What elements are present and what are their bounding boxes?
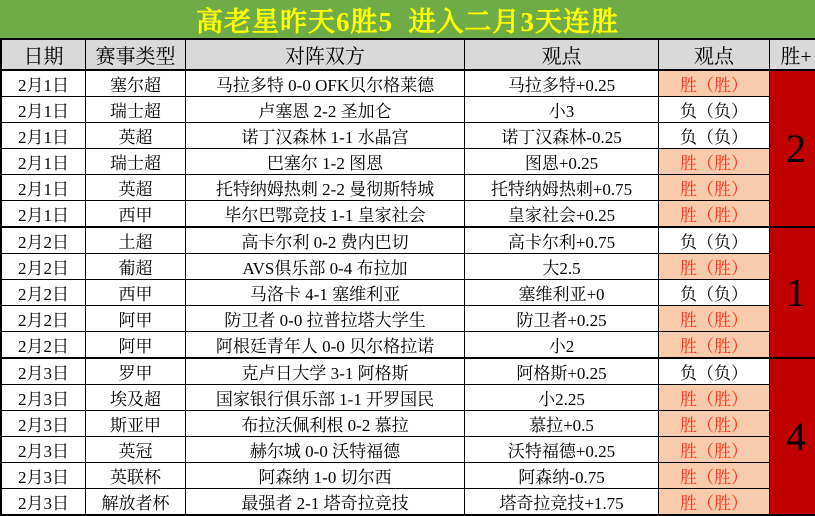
- result-cell: 胜（胜）: [659, 411, 770, 437]
- date-cell: 2月2日: [1, 254, 86, 280]
- match-cell: 卢塞恩 2-2 圣加仑: [186, 97, 465, 123]
- wins-count-cell: 2: [770, 70, 815, 227]
- pick-cell: 阿森纳-0.75: [465, 463, 659, 489]
- result-cell: 负（负）: [659, 227, 770, 254]
- column-header-5: 胜+: [770, 39, 815, 70]
- result-cell: 胜（胜）: [659, 201, 770, 228]
- league-cell: 西甲: [86, 201, 186, 228]
- result-cell: 胜（胜）: [659, 306, 770, 332]
- league-cell: 斯亚甲: [86, 411, 186, 437]
- league-cell: 西甲: [86, 280, 186, 306]
- match-cell: 阿根廷青年人 0-0 贝尔格拉诺: [186, 332, 465, 359]
- page-title: 高老星昨天6胜5 进入二月3天连胜: [0, 0, 815, 38]
- date-cell: 2月1日: [1, 175, 86, 201]
- result-cell: 胜（胜）: [659, 489, 770, 516]
- date-cell: 2月1日: [1, 201, 86, 228]
- date-cell: 2月3日: [1, 358, 86, 385]
- result-cell: 胜（胜）: [659, 437, 770, 463]
- league-cell: 阿甲: [86, 306, 186, 332]
- table-row: [1, 123, 815, 149]
- date-cell: 2月2日: [1, 332, 86, 359]
- league-cell: 塞尔超: [86, 70, 186, 97]
- date-cell: 2月1日: [1, 70, 86, 97]
- date-cell: 2月3日: [1, 489, 86, 516]
- wins-count-cell: 4: [770, 358, 815, 515]
- date-cell: 2月2日: [1, 280, 86, 306]
- pick-cell: 塔奇拉竞技+1.75: [465, 489, 659, 516]
- league-cell: 罗甲: [86, 358, 186, 385]
- column-header-2: 对阵双方: [186, 39, 465, 70]
- pick-cell: 小2.25: [465, 385, 659, 411]
- date-cell: 2月2日: [1, 227, 86, 254]
- match-cell: 布拉沃佩利根 0-2 慕拉: [186, 411, 465, 437]
- match-cell: 诺丁汉森林 1-1 水晶宫: [186, 123, 465, 149]
- table-row: [1, 437, 815, 463]
- pick-cell: 小3: [465, 97, 659, 123]
- pick-cell: 诺丁汉森林-0.25: [465, 123, 659, 149]
- match-cell: 阿森纳 1-0 切尔西: [186, 463, 465, 489]
- date-cell: 2月1日: [1, 123, 86, 149]
- table-row: [1, 332, 815, 359]
- league-cell: 英冠: [86, 437, 186, 463]
- pick-cell: 高卡尔利+0.75: [465, 227, 659, 254]
- result-cell: 胜（胜）: [659, 70, 770, 97]
- date-cell: 2月3日: [1, 463, 86, 489]
- result-cell: 负（负）: [659, 280, 770, 306]
- pick-cell: 皇家社会+0.25: [465, 201, 659, 228]
- match-cell: 毕尔巴鄂竞技 1-1 皇家社会: [186, 201, 465, 228]
- league-cell: 阿甲: [86, 332, 186, 359]
- league-cell: 英超: [86, 123, 186, 149]
- pick-cell: 托特纳姆热刺+0.75: [465, 175, 659, 201]
- pick-cell: 塞维利亚+0: [465, 280, 659, 306]
- league-cell: 解放者杯: [86, 489, 186, 516]
- match-cell: 克卢日大学 3-1 阿格斯: [186, 358, 465, 385]
- column-header-3: 观点: [465, 39, 659, 70]
- column-header-1: 赛事类型: [86, 39, 186, 70]
- result-cell: 胜（胜）: [659, 175, 770, 201]
- pick-cell: 阿格斯+0.25: [465, 358, 659, 385]
- match-cell: 最强者 2-1 塔奇拉竞技: [186, 489, 465, 516]
- table-row: [1, 175, 815, 201]
- result-cell: 胜（胜）: [659, 254, 770, 280]
- match-cell: 高卡尔利 0-2 费内巴切: [186, 227, 465, 254]
- result-cell: 负（负）: [659, 123, 770, 149]
- pick-cell: 沃特福德+0.25: [465, 437, 659, 463]
- pick-cell: 慕拉+0.5: [465, 411, 659, 437]
- date-cell: 2月3日: [1, 437, 86, 463]
- league-cell: 瑞士超: [86, 97, 186, 123]
- league-cell: 英超: [86, 175, 186, 201]
- result-cell: 胜（胜）: [659, 332, 770, 359]
- match-cell: 防卫者 0-0 拉普拉塔大学生: [186, 306, 465, 332]
- table-row: [1, 306, 815, 332]
- table-row: [1, 358, 815, 385]
- table-row: [1, 201, 815, 228]
- table-row: [1, 227, 815, 254]
- match-cell: 国家银行俱乐部 1-1 开罗国民: [186, 385, 465, 411]
- result-cell: 负（负）: [659, 358, 770, 385]
- table-row: [1, 463, 815, 489]
- result-cell: 胜（胜）: [659, 463, 770, 489]
- column-header-0: 日期: [1, 39, 86, 70]
- table-header-row: [1, 39, 815, 70]
- league-cell: 埃及超: [86, 385, 186, 411]
- pick-cell: 马拉多特+0.25: [465, 70, 659, 97]
- wins-count-cell: 1: [770, 227, 815, 358]
- date-cell: 2月1日: [1, 97, 86, 123]
- match-cell: AVS俱乐部 0-4 布拉加: [186, 254, 465, 280]
- league-cell: 英联杯: [86, 463, 186, 489]
- league-cell: 葡超: [86, 254, 186, 280]
- column-header-4: 观点: [659, 39, 770, 70]
- result-cell: 胜（胜）: [659, 149, 770, 175]
- date-cell: 2月3日: [1, 411, 86, 437]
- pick-cell: 小2: [465, 332, 659, 359]
- match-cell: 巴塞尔 1-2 图恩: [186, 149, 465, 175]
- result-cell: 负（负）: [659, 97, 770, 123]
- pick-cell: 防卫者+0.25: [465, 306, 659, 332]
- table-row: [1, 411, 815, 437]
- predictions-table: [0, 38, 815, 516]
- date-cell: 2月3日: [1, 385, 86, 411]
- league-cell: 土超: [86, 227, 186, 254]
- table-row: [1, 385, 815, 411]
- table-row: [1, 97, 815, 123]
- match-cell: 马拉多特 0-0 OFK贝尔格莱德: [186, 70, 465, 97]
- match-cell: 马洛卡 4-1 塞维利亚: [186, 280, 465, 306]
- table-body: [1, 70, 815, 515]
- table-row: [1, 280, 815, 306]
- match-cell: 赫尔城 0-0 沃特福德: [186, 437, 465, 463]
- date-cell: 2月2日: [1, 306, 86, 332]
- table-row: [1, 489, 815, 516]
- match-cell: 托特纳姆热刺 2-2 曼彻斯特城: [186, 175, 465, 201]
- pick-cell: 图恩+0.25: [465, 149, 659, 175]
- result-cell: 胜（胜）: [659, 385, 770, 411]
- league-cell: 瑞士超: [86, 149, 186, 175]
- table-row: [1, 70, 815, 97]
- table-row: [1, 149, 815, 175]
- pick-cell: 大2.5: [465, 254, 659, 280]
- date-cell: 2月1日: [1, 149, 86, 175]
- table-row: [1, 254, 815, 280]
